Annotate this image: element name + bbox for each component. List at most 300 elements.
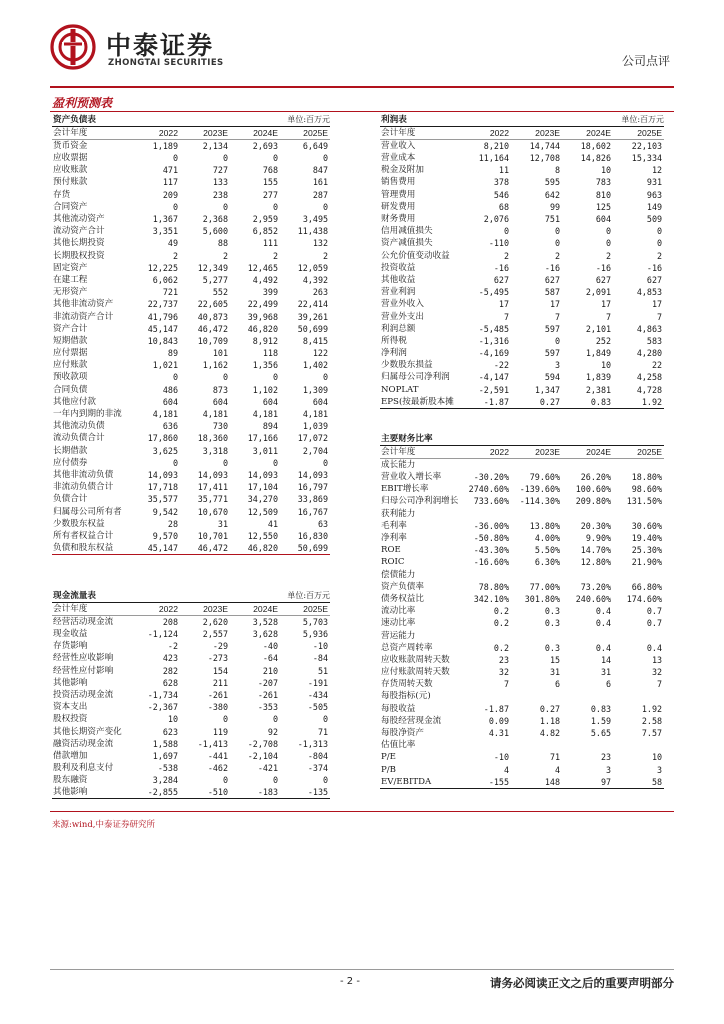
table-row bbox=[380, 617, 664, 629]
table-row bbox=[380, 459, 664, 472]
table-unit bbox=[562, 433, 664, 446]
cell-value: 14,826 bbox=[580, 153, 612, 164]
cell-value: 22,414 bbox=[297, 299, 329, 310]
table-row bbox=[52, 530, 330, 542]
cell-value: 78.80% bbox=[478, 581, 509, 592]
row-label: 营业外支出 bbox=[381, 311, 424, 322]
cell-value: 0 bbox=[322, 457, 329, 468]
row-label: 资产合计 bbox=[53, 323, 88, 334]
table-row bbox=[52, 762, 330, 774]
table-row bbox=[52, 408, 330, 420]
report-type-label: 公司点评 bbox=[621, 54, 670, 68]
cell-value: 9.90% bbox=[585, 533, 612, 544]
cell-value: 46,820 bbox=[247, 323, 279, 334]
cell-value: -183 bbox=[230, 786, 280, 799]
table-row bbox=[52, 213, 330, 225]
cell-value: 0.27 bbox=[511, 396, 562, 409]
row-label: 销售费用 bbox=[381, 177, 416, 188]
cell-value: 0 bbox=[272, 457, 279, 468]
table-unit: 单位:百万元 bbox=[230, 590, 330, 603]
row-label: 非流动资产合计 bbox=[53, 311, 114, 322]
cell-value bbox=[460, 629, 511, 641]
table-row bbox=[52, 616, 330, 629]
page-number: - 2 - bbox=[340, 976, 360, 987]
row-label: 每股净资产 bbox=[381, 728, 424, 739]
cell-value: 4,392 bbox=[302, 274, 329, 285]
cell-value: 19.40% bbox=[631, 533, 663, 544]
cell-value: 39,968 bbox=[247, 311, 279, 322]
cell-value: -434 bbox=[307, 690, 329, 701]
table-row bbox=[380, 666, 664, 678]
cell-value: 7 bbox=[605, 311, 612, 322]
cell-value: 587 bbox=[544, 287, 561, 298]
cell-value bbox=[511, 459, 562, 472]
cell-value: 73.20% bbox=[580, 581, 612, 592]
row-label: 现金收益 bbox=[53, 629, 88, 640]
cell-value: -16.60% bbox=[473, 557, 509, 568]
row-label: 研发费用 bbox=[381, 201, 416, 212]
cell-value: 15 bbox=[549, 654, 561, 665]
column-header: 2025E bbox=[280, 603, 330, 616]
table-title: 资产负债表 bbox=[52, 114, 230, 127]
cell-value bbox=[460, 739, 511, 751]
cell-value: 10,843 bbox=[147, 335, 178, 346]
cell-value bbox=[562, 459, 613, 472]
row-label: 资产负债率 bbox=[381, 581, 424, 592]
cell-value: 546 bbox=[493, 189, 509, 200]
table-row bbox=[380, 739, 664, 751]
cell-value: 0 bbox=[172, 153, 178, 164]
row-label: 偿债能力 bbox=[381, 569, 416, 580]
cell-value: 119 bbox=[212, 726, 229, 737]
cell-value: 17 bbox=[549, 299, 561, 310]
cell-value: 71 bbox=[549, 752, 561, 763]
cell-value: 2 bbox=[554, 250, 561, 261]
cell-value: 12,225 bbox=[147, 262, 178, 273]
table-row bbox=[52, 701, 330, 713]
cell-value: 0.4 bbox=[595, 642, 612, 653]
cell-value: 583 bbox=[646, 335, 663, 346]
cell-value: 1,588 bbox=[152, 738, 178, 749]
cell-value: 0.27 bbox=[539, 703, 561, 714]
row-label: 利润总额 bbox=[381, 323, 416, 334]
cell-value: -5,485 bbox=[478, 323, 509, 334]
row-label: 无形资产 bbox=[53, 287, 88, 298]
cell-value: 209.80% bbox=[575, 496, 612, 507]
cell-value: -261 bbox=[257, 690, 279, 701]
table-row bbox=[52, 310, 330, 322]
table-row bbox=[380, 140, 664, 153]
cell-value: 18,360 bbox=[197, 433, 229, 444]
table-row bbox=[380, 274, 664, 286]
cell-value: -441 bbox=[207, 750, 229, 761]
row-label: 长期股权投资 bbox=[53, 250, 105, 261]
cell-value: 155 bbox=[262, 177, 279, 188]
row-label: 总资产周转率 bbox=[381, 642, 433, 653]
cell-value: -4,147 bbox=[478, 372, 509, 383]
cell-value bbox=[613, 459, 664, 472]
row-label: 经营活动现金流 bbox=[53, 617, 114, 627]
cell-value: 41 bbox=[267, 518, 279, 529]
table-row bbox=[52, 274, 330, 286]
cell-value: 0 bbox=[272, 372, 279, 383]
table-row bbox=[52, 176, 330, 188]
column-header: 2024E bbox=[562, 127, 613, 140]
cell-value bbox=[511, 739, 562, 751]
cell-value: 79.60% bbox=[529, 472, 561, 483]
table-row bbox=[380, 298, 664, 310]
cell-value: 873 bbox=[212, 384, 229, 395]
cell-value: 11 bbox=[498, 165, 509, 176]
table-row bbox=[52, 237, 330, 249]
cell-value: 0.4 bbox=[595, 618, 612, 629]
cell-value: 133 bbox=[212, 177, 229, 188]
row-label: 所得税 bbox=[381, 335, 407, 346]
cell-value: 2740.60% bbox=[468, 484, 509, 495]
cell-value: 8 bbox=[554, 165, 561, 176]
cell-value: 0.3 bbox=[544, 642, 561, 653]
cell-value: 7 bbox=[657, 311, 663, 322]
table-row bbox=[52, 677, 330, 689]
cell-value bbox=[511, 569, 562, 581]
cell-value: 2,693 bbox=[252, 141, 279, 151]
cell-value: 89 bbox=[167, 348, 178, 359]
company-name-en: ZHONGTAI SECURITIES bbox=[108, 58, 224, 68]
column-header: 会计年度 bbox=[380, 446, 460, 459]
cell-value: 0 bbox=[172, 201, 178, 212]
cell-value: -110 bbox=[488, 238, 509, 249]
cell-value: 552 bbox=[212, 287, 229, 298]
table-title: 现金流量表 bbox=[52, 590, 230, 603]
cell-value: -1,734 bbox=[147, 690, 178, 701]
cell-value: -273 bbox=[207, 653, 229, 664]
row-label: 速动比率 bbox=[381, 618, 416, 629]
cell-value: 11,438 bbox=[297, 226, 329, 237]
cell-value: 5,703 bbox=[302, 617, 329, 627]
cell-value: 0 bbox=[222, 153, 229, 164]
row-label: EV/EBITDA bbox=[380, 776, 460, 789]
cell-value: 1,021 bbox=[152, 360, 178, 371]
source-divider bbox=[50, 811, 674, 812]
cell-value: 161 bbox=[312, 177, 329, 188]
cell-value: 63 bbox=[317, 518, 329, 529]
cell-value: -16 bbox=[493, 262, 509, 273]
cell-value: -29 bbox=[212, 641, 229, 652]
cell-value: 68 bbox=[498, 201, 509, 212]
table-header-row bbox=[52, 603, 330, 616]
cell-value: -84 bbox=[312, 653, 329, 664]
table-row bbox=[380, 764, 664, 776]
row-label: 应付账款 bbox=[53, 360, 88, 371]
cell-value: 4.31 bbox=[488, 728, 509, 739]
table-row bbox=[52, 750, 330, 762]
cell-value: 628 bbox=[162, 677, 178, 688]
table-row bbox=[52, 323, 330, 335]
table-title-row bbox=[380, 114, 664, 127]
table-row bbox=[52, 347, 330, 359]
cell-value: 118 bbox=[262, 348, 279, 359]
table-row bbox=[52, 286, 330, 298]
table-row bbox=[380, 776, 664, 789]
row-label: 经营性应收影响 bbox=[53, 653, 114, 664]
cell-value: 2,557 bbox=[202, 629, 229, 640]
table-row bbox=[52, 628, 330, 640]
cell-value: 208 bbox=[162, 617, 178, 627]
cell-value: 11,164 bbox=[478, 153, 509, 164]
cell-value: 0 bbox=[172, 457, 178, 468]
cell-value: 0.3 bbox=[544, 606, 561, 617]
cell-value: 594 bbox=[544, 372, 561, 383]
cell-value: 66.80% bbox=[631, 581, 663, 592]
table-row bbox=[380, 703, 664, 715]
table-row bbox=[380, 286, 664, 298]
cell-value: 5,277 bbox=[202, 274, 229, 285]
row-label: 少数股东损益 bbox=[381, 360, 433, 371]
cell-value: 40,873 bbox=[197, 311, 229, 322]
cell-value: 3 bbox=[656, 764, 663, 775]
row-label: EBIT增长率 bbox=[381, 484, 429, 495]
row-label: ROE bbox=[381, 545, 401, 556]
cell-value: 0.4 bbox=[646, 642, 663, 653]
row-label: 财务费用 bbox=[381, 214, 416, 225]
table-row bbox=[52, 189, 330, 201]
cell-value: 8,912 bbox=[252, 335, 279, 346]
row-label: 其他长期投资 bbox=[53, 238, 105, 249]
cell-value: -114.30% bbox=[519, 496, 561, 507]
cell-value: 4,181 bbox=[302, 409, 329, 420]
cell-value: 604 bbox=[312, 396, 329, 407]
cell-value: 17,072 bbox=[297, 433, 329, 444]
cell-value: 768 bbox=[262, 165, 279, 176]
row-label: 估值比率 bbox=[381, 740, 416, 751]
cell-value: 6,062 bbox=[152, 274, 178, 285]
cell-value: 0.4 bbox=[595, 606, 612, 617]
cell-value: 509 bbox=[646, 214, 663, 225]
cell-value: -510 bbox=[180, 786, 230, 799]
cell-value: 0 bbox=[657, 226, 663, 237]
table-row bbox=[52, 359, 330, 371]
cell-value: 301.80% bbox=[524, 593, 561, 604]
table-row bbox=[380, 347, 664, 359]
cell-value: 12,465 bbox=[247, 262, 279, 273]
cell-value bbox=[562, 569, 613, 581]
table-row bbox=[52, 689, 330, 701]
table-row bbox=[52, 652, 330, 664]
cell-value: 2 bbox=[605, 250, 612, 261]
table-row bbox=[380, 690, 664, 702]
table-row bbox=[52, 469, 330, 481]
column-header: 2023E bbox=[511, 446, 562, 459]
cell-value: 287 bbox=[312, 189, 329, 200]
row-label: 短期借款 bbox=[53, 335, 88, 346]
cell-value: 0.2 bbox=[493, 606, 509, 617]
table-row bbox=[52, 445, 330, 457]
cell-value: 595 bbox=[544, 177, 561, 188]
table-row bbox=[52, 738, 330, 750]
table-row bbox=[380, 495, 664, 507]
table-row bbox=[380, 213, 664, 225]
cell-value: -10 bbox=[493, 752, 509, 763]
row-label: 债务权益比 bbox=[381, 593, 424, 604]
section-divider bbox=[50, 111, 674, 112]
row-label: 获利能力 bbox=[381, 508, 416, 519]
row-label: 负债合计 bbox=[53, 494, 88, 505]
row-label: NOPLAT bbox=[381, 384, 419, 395]
cell-value: -10 bbox=[312, 641, 329, 652]
row-label: 应付债券 bbox=[53, 457, 88, 468]
cell-value: 17,411 bbox=[197, 482, 229, 493]
cell-value: 7 bbox=[503, 679, 509, 690]
row-label: EPS(按最新股本摊 bbox=[380, 396, 460, 409]
cell-value: 9,542 bbox=[152, 506, 178, 517]
row-label: 净利润 bbox=[381, 348, 407, 359]
row-label: 应付票据 bbox=[53, 348, 88, 359]
row-label: 融资活动现金流 bbox=[53, 738, 114, 749]
cell-value: -462 bbox=[207, 763, 229, 774]
cell-value: 0 bbox=[322, 714, 329, 725]
cell-value: 98.60% bbox=[631, 484, 663, 495]
cell-value: 58 bbox=[613, 776, 664, 789]
cell-value: 2,368 bbox=[202, 214, 229, 225]
cell-value: 25.30% bbox=[631, 545, 663, 556]
row-label: 一年内到期的非流 bbox=[53, 409, 122, 420]
row-label: 其他应付款 bbox=[53, 396, 96, 407]
cell-value: 15,334 bbox=[631, 153, 663, 164]
cell-value: 14,093 bbox=[197, 469, 229, 480]
cell-value: 2,091 bbox=[585, 287, 612, 298]
row-label: 应收账款周转天数 bbox=[381, 654, 450, 665]
table-row bbox=[52, 140, 330, 153]
row-label: 预付账款 bbox=[53, 177, 88, 188]
cell-value: 0 bbox=[554, 335, 561, 346]
table-row bbox=[52, 262, 330, 274]
cell-value: 3,628 bbox=[252, 629, 279, 640]
cell-value: 111 bbox=[262, 238, 279, 249]
cell-value: -64 bbox=[262, 653, 279, 664]
cell-value: 847 bbox=[312, 165, 329, 176]
row-label: 营业收入增长率 bbox=[381, 472, 442, 483]
cell-value bbox=[613, 629, 664, 641]
table-row bbox=[52, 298, 330, 310]
table-unit: 单位:百万元 bbox=[562, 114, 664, 127]
table-row bbox=[380, 471, 664, 483]
cell-value: 0.2 bbox=[493, 642, 509, 653]
cell-value: 399 bbox=[262, 287, 279, 298]
column-header: 会计年度 bbox=[52, 603, 130, 616]
cell-value: 4 bbox=[554, 764, 561, 775]
cell-value: 1,102 bbox=[252, 384, 279, 395]
cell-value: 727 bbox=[212, 165, 229, 176]
cell-value: -2 bbox=[167, 641, 178, 652]
table-row bbox=[380, 569, 664, 581]
cell-value: -538 bbox=[157, 763, 178, 774]
cell-value: -1,413 bbox=[197, 738, 229, 749]
cell-value: 1,039 bbox=[302, 421, 329, 432]
row-label: P/B bbox=[381, 764, 396, 775]
cell-value: 35,771 bbox=[197, 494, 229, 505]
row-label: 归母公司净利润增长 bbox=[381, 496, 459, 507]
cell-value: 16,797 bbox=[297, 482, 329, 493]
table-row bbox=[380, 262, 664, 274]
table-row bbox=[380, 176, 664, 188]
cell-value: 1,402 bbox=[302, 360, 329, 371]
table-title-row bbox=[52, 114, 330, 127]
row-label: 每股指标(元) bbox=[381, 691, 431, 702]
cell-value: 32 bbox=[498, 667, 509, 678]
cell-value: 627 bbox=[595, 274, 612, 285]
row-label: 其他非流动负债 bbox=[53, 469, 114, 480]
cell-value: 2,381 bbox=[585, 384, 612, 395]
cell-value: 0 bbox=[657, 238, 663, 249]
cell-value: 3,318 bbox=[202, 445, 229, 456]
row-label: 投资活动现金流 bbox=[53, 690, 114, 701]
cell-value: 7 bbox=[554, 311, 561, 322]
cell-value: -40 bbox=[262, 641, 279, 652]
cell-value: 3,284 bbox=[152, 775, 178, 786]
cell-value: 28 bbox=[167, 518, 178, 529]
row-label: 其他影响 bbox=[52, 786, 130, 799]
cell-value: 6,852 bbox=[252, 226, 279, 237]
cell-value: 0.7 bbox=[646, 618, 663, 629]
cell-value: 4.00% bbox=[534, 533, 561, 544]
cell-value: 31 bbox=[217, 518, 229, 529]
cell-value: -804 bbox=[307, 750, 329, 761]
cell-value: 0 bbox=[554, 238, 561, 249]
cell-value: 263 bbox=[312, 287, 329, 298]
table-row bbox=[52, 396, 330, 408]
cell-value: 16,830 bbox=[297, 530, 329, 541]
cell-value: 9,570 bbox=[152, 530, 178, 541]
cell-value: 0 bbox=[172, 372, 178, 383]
table-row bbox=[380, 483, 664, 495]
cell-value: 4 bbox=[503, 764, 509, 775]
cell-value: 4,280 bbox=[636, 348, 663, 359]
cell-value: 642 bbox=[544, 189, 561, 200]
table-row bbox=[380, 384, 664, 396]
cell-value: -16 bbox=[646, 262, 663, 273]
table-row bbox=[52, 542, 330, 555]
header-divider bbox=[50, 86, 674, 88]
cell-value: 35,577 bbox=[147, 494, 178, 505]
cell-value bbox=[562, 629, 613, 641]
row-label: 资本支出 bbox=[53, 702, 88, 713]
cell-value: 88 bbox=[217, 238, 229, 249]
table-row bbox=[52, 774, 330, 786]
cell-value: 12 bbox=[651, 165, 663, 176]
cell-value: 2,076 bbox=[483, 214, 509, 225]
cell-value: 21.90% bbox=[631, 557, 663, 568]
cell-value bbox=[562, 508, 613, 520]
cell-value: 0.83 bbox=[562, 396, 613, 409]
cell-value: 2.58 bbox=[641, 715, 663, 726]
row-label: 应收账款 bbox=[53, 165, 88, 176]
table-row bbox=[380, 520, 664, 532]
row-label: 营业收入 bbox=[381, 141, 416, 151]
cell-value: 2 bbox=[657, 250, 663, 261]
table-row bbox=[380, 581, 664, 593]
cell-value: 13 bbox=[651, 654, 663, 665]
cell-value: -1.87 bbox=[460, 396, 511, 409]
row-label: 应收票据 bbox=[53, 153, 88, 164]
cell-value: -36.00% bbox=[473, 520, 509, 531]
cell-value: 20.30% bbox=[580, 520, 612, 531]
table-row bbox=[52, 250, 330, 262]
table-unit: 单位:百万元 bbox=[230, 114, 330, 127]
cell-value: 18,602 bbox=[580, 141, 612, 151]
cell-value: 4,258 bbox=[636, 372, 663, 383]
cell-value: 1,356 bbox=[252, 360, 279, 371]
table-row bbox=[52, 481, 330, 493]
